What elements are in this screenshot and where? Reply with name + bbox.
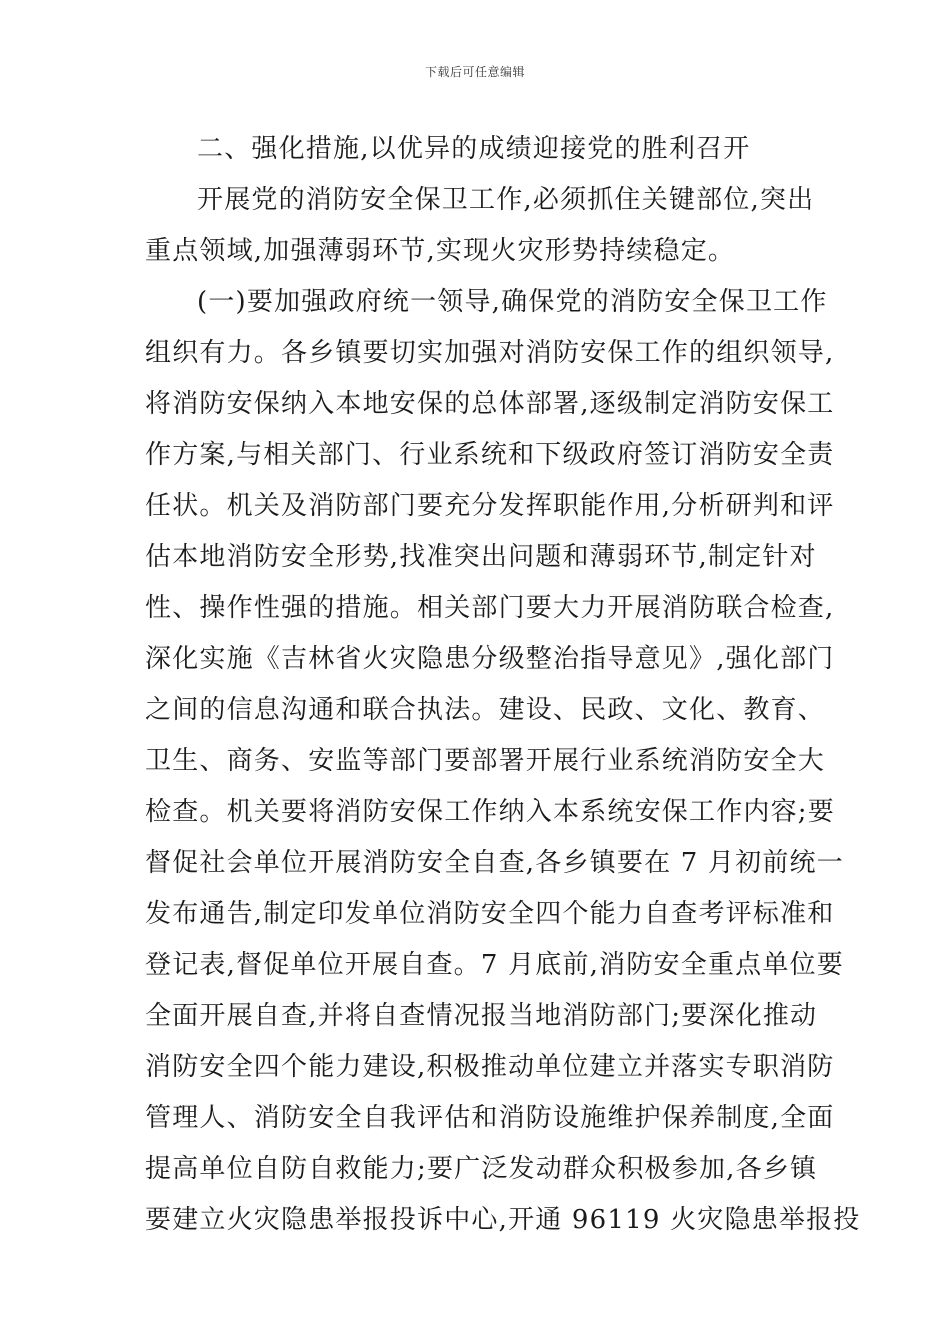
paragraph-line: 作方案,与相关部门、行业系统和下级政府签订消防安全责 xyxy=(145,440,835,470)
paragraph-line: 将消防安保纳入本地安保的总体部署,逐级制定消防安保工 xyxy=(145,389,835,419)
paragraph-line: 发布通告,制定印发单位消防安全四个能力自查考评标准和 xyxy=(145,899,835,929)
paragraph-line: 开展党的消防安全保卫工作,必须抓住关键部位,突出 xyxy=(197,185,815,215)
paragraph-line: 要建立火灾隐患举报投诉中心,开通 96119 火灾隐患举报投 xyxy=(145,1205,861,1235)
paragraph-line: 卫生、商务、安监等部门要部署开展行业系统消防安全大 xyxy=(145,746,826,776)
paragraph-line: 之间的信息沟通和联合执法。建设、民政、文化、教育、 xyxy=(145,695,826,725)
paragraph-line: 管理人、消防安全自我评估和消防设施维护保养制度,全面 xyxy=(145,1103,835,1133)
document-body xyxy=(145,124,861,1246)
paragraph-line: 全面开展自查,并将自查情况报当地消防部门;要深化推动 xyxy=(145,1001,818,1031)
paragraph-line: 消防安全四个能力建设,积极推动单位建立并落实专职消防 xyxy=(145,1052,835,1082)
section-heading: 二、强化措施,以优异的成绩迎接党的胜利召开 xyxy=(197,134,751,164)
paragraph-line: 提高单位自防自救能力;要广泛发动群众积极参加,各乡镇 xyxy=(145,1154,818,1184)
paragraph-line: (一)要加强政府统一领导,确保党的消防安全保卫工作 xyxy=(197,287,828,317)
paragraph-line: 组织有力。各乡镇要切实加强对消防安保工作的组织领导, xyxy=(145,338,835,368)
paragraph-line: 登记表,督促单位开展自查。7 月底前,消防安全重点单位要 xyxy=(145,950,844,980)
paragraph-line: 检查。机关要将消防安保工作纳入本系统安保工作内容;要 xyxy=(145,797,835,827)
paragraph-line: 性、操作性强的措施。相关部门要大力开展消防联合检查, xyxy=(145,593,835,623)
paragraph-line: 督促社会单位开展消防安全自查,各乡镇要在 7 月初前统一 xyxy=(145,848,844,878)
page-header: 下载后可任意编辑 xyxy=(424,65,525,79)
paragraph-line: 深化实施《吉林省火灾隐患分级整治指导意见》,强化部门 xyxy=(145,644,835,674)
paragraph-line: 重点领域,加强薄弱环节,实现火灾形势持续稳定。 xyxy=(145,236,736,266)
paragraph-line: 估本地消防安全形势,找准突出问题和薄弱环节,制定针对 xyxy=(145,542,817,572)
paragraph-line: 任状。机关及消防部门要充分发挥职能作用,分析研判和评 xyxy=(145,491,835,521)
